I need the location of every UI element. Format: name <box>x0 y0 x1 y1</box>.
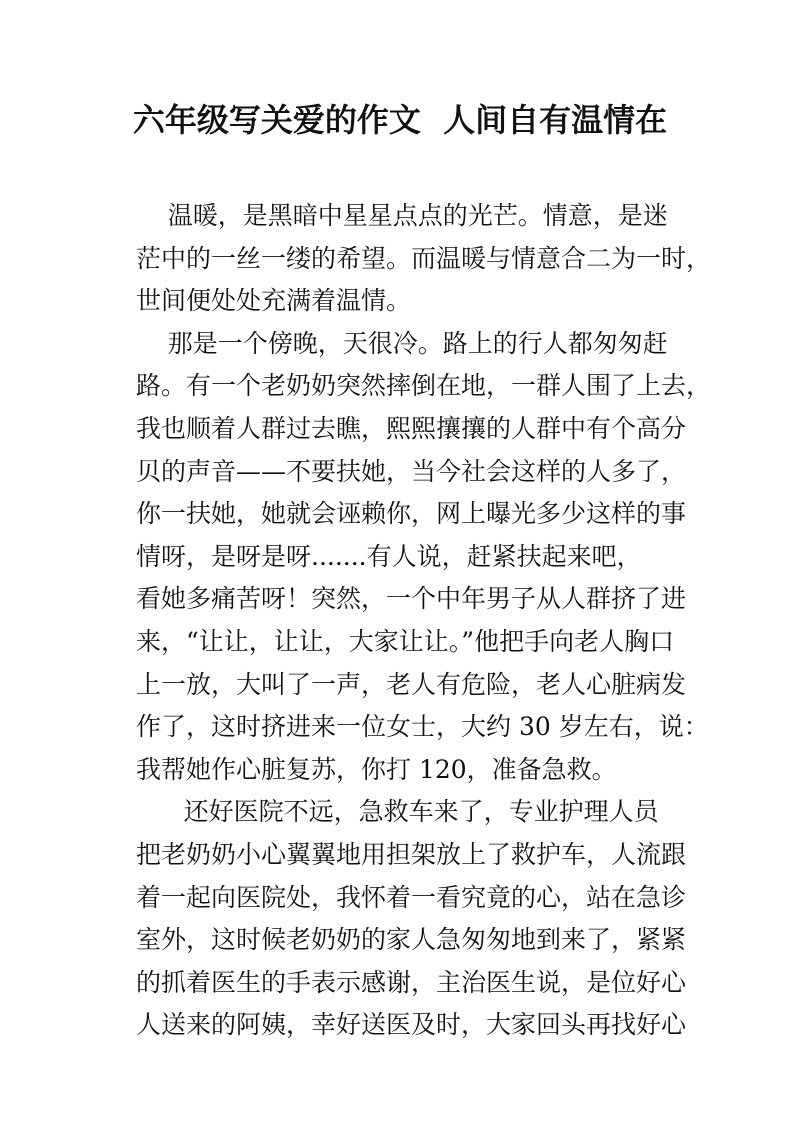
text-line: 世间便处处充满着温情。 <box>136 286 412 316</box>
text-line: 人送来的阿姨，幸好送医及时，大家回头再找好心 <box>136 1010 687 1040</box>
text-line: 情呀，是呀是呀.......有人说，赶紧扶起来吧， <box>136 541 642 571</box>
document-body <box>136 195 712 1047</box>
text-line: 还好医院不远，急救车来了，专业护理人员 <box>136 797 659 827</box>
text-line: 着一起向医院处，我怀着一看究竟的心，站在急诊 <box>136 882 687 912</box>
text-line: 贝的声音——不要扶她，当今社会这样的人多了， <box>136 456 687 486</box>
text-line: 我帮她作心脏复苏，你打 120，准备急救。 <box>136 754 617 784</box>
text-line: 上一放，大叫了一声，老人有危险，老人心脏病发 <box>136 669 687 699</box>
text-line: 的抓着医生的手表示感谢，主治医生说，是位好心 <box>136 967 687 997</box>
text-line: 我也顺着人群过去瞧，熙熙攘攘的人群中有个高分 <box>136 413 687 443</box>
text-line: 看她多痛苦呀！突然，一个中年男子从人群挤了进 <box>136 584 687 614</box>
text-line: 那是一个傍晚，天很冷。路上的行人都匆匆赶 <box>136 328 668 358</box>
text-line: 把老奶奶小心翼翼地用担架放上了救护车，人流跟 <box>136 839 687 869</box>
text-line: 你一扶她，她就会诬赖你，网上曝光多少这样的事 <box>136 499 687 529</box>
text-line: 作了，这时挤进来一位女士，大约 30 岁左右，说： <box>136 712 709 742</box>
text-line: 室外，这时候老奶奶的家人急匆匆地到来了，紧紧 <box>136 925 687 955</box>
text-line: 路。有一个老奶奶突然摔倒在地，一群人围了上去， <box>136 371 712 401</box>
text-line: 来，“让让，让让，大家让让。”他把手向老人胸口 <box>136 626 675 656</box>
text-line: 茫中的一丝一缕的希望。而温暖与情意合二为一时， <box>136 243 712 273</box>
document-title: 六年级写关爱的作文 人间自有温情在 <box>132 101 668 139</box>
text-line: 温暖，是黑暗中星星点点的光芒。情意，是迷 <box>136 201 668 230</box>
